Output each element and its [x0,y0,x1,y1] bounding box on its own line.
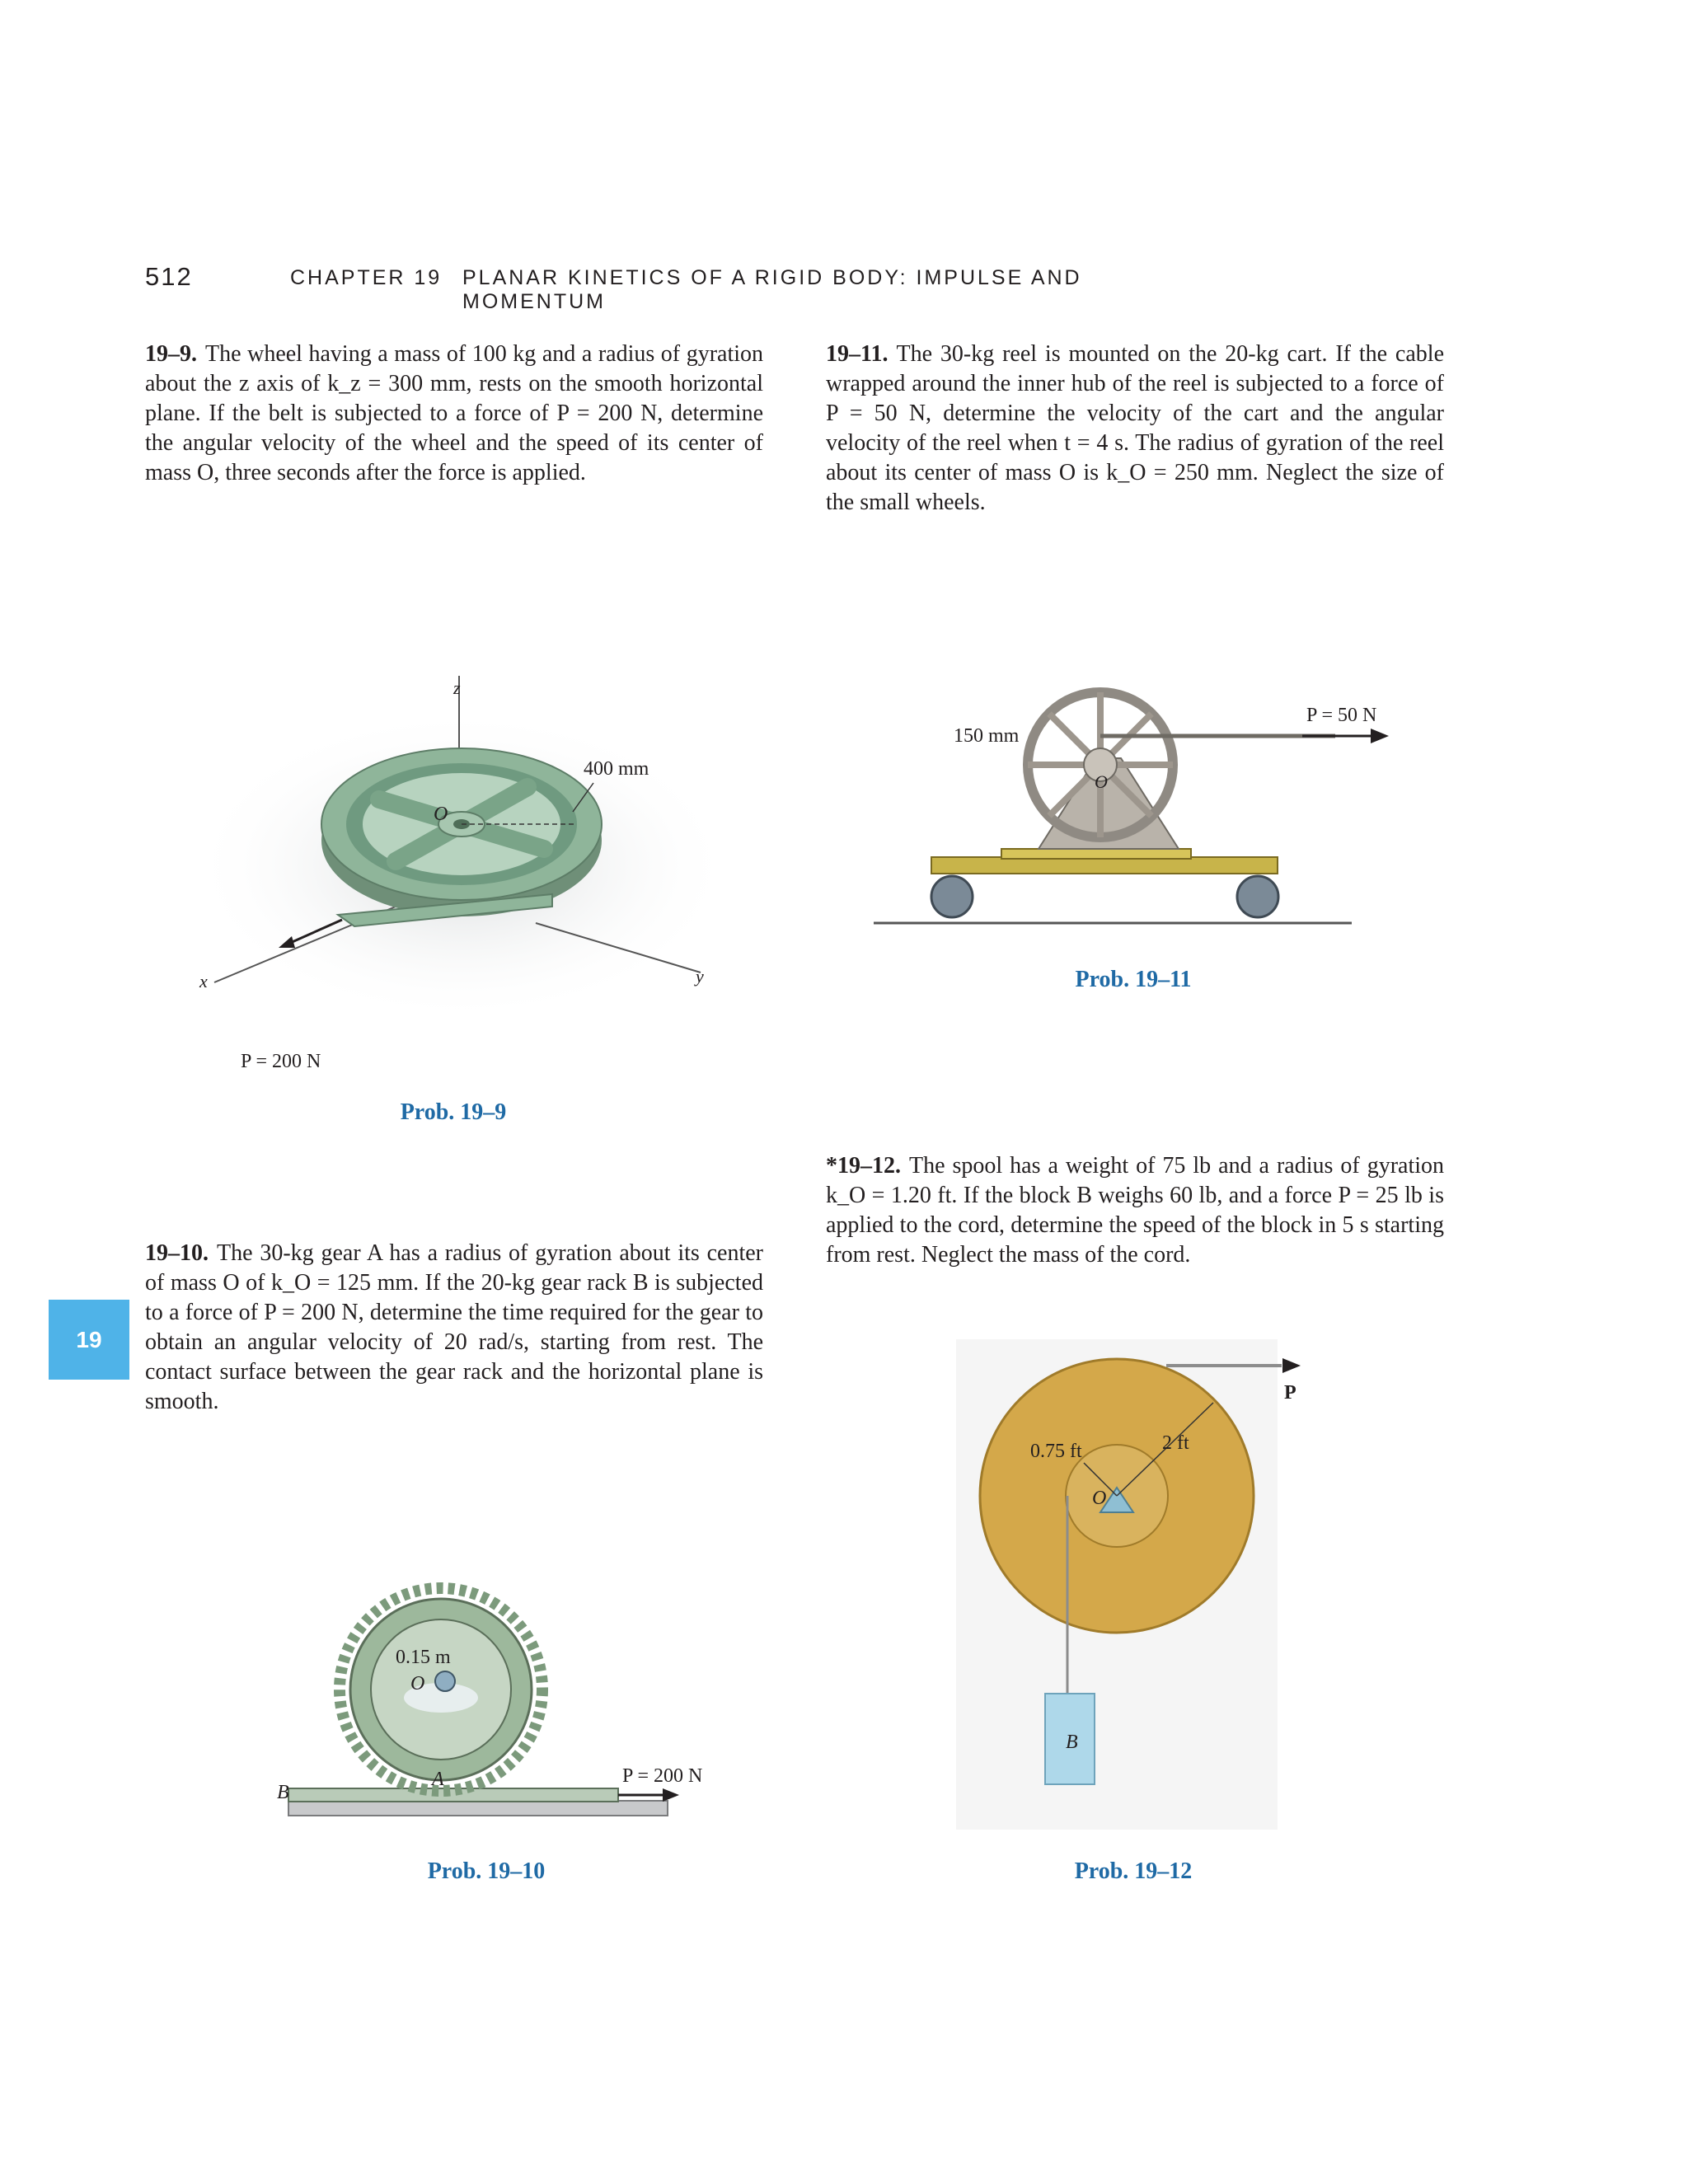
dimension-label: 0.15 m [396,1647,451,1668]
force-arrow-head [663,1788,679,1802]
cart-wheel-left [931,876,973,917]
chapter-title: PLANAR KINETICS OF A RIGID BODY: IMPULSE AND MOMENTUM [462,266,1082,313]
dim-outer-label: 2 ft [1162,1432,1189,1454]
caption-19-10: Prob. 19–10 [427,1858,546,1884]
caption-19-12: Prob. 19–12 [1074,1858,1193,1884]
page-number: 512 [145,262,193,291]
dimension-label: 150 mm [954,725,1020,747]
figure-19-11 [874,676,1418,948]
figure-19-9 [190,676,767,1104]
problem-number: 19–10. [145,1240,209,1266]
label-y: y [696,966,704,987]
figure-19-10 [247,1566,791,1830]
gear-rack [288,1788,618,1802]
caption-19-11: Prob. 19–11 [1075,967,1192,992]
label-z: z [453,677,461,698]
force-arrow-head [1282,1358,1301,1373]
force-arrow-head [1371,729,1389,743]
problem-19-9 [145,340,763,488]
force-label: P [1284,1382,1296,1404]
problem-number: 19–11. [826,341,889,367]
running-head [145,262,1217,313]
label-B: B [277,1782,289,1803]
problem-number: *19–12. [826,1153,901,1179]
axle [435,1671,455,1691]
problem-text: The 30-kg reel is mounted on the 20-kg cart. If the cable wrapped around the inner hub of the reel is subjected to a force of P = 50 N, determine the velocity of the cart and the angular velocity of the reel when t = 4 s. The radius of gyration of the reel about its center of mass O is k_O = 250 mm. Neglect the size of the small wheels. [826,341,1444,515]
label-O: O [434,804,448,825]
force-label: P = 50 N [1306,705,1377,726]
force-label: P = 200 N [241,1051,321,1072]
dimension-label: 400 mm [584,758,649,780]
problem-number: 19–9. [145,341,197,367]
chapter-tab: 19 [49,1300,129,1380]
chapter-label: CHAPTER 19 [290,266,443,289]
ground-plate [288,1801,668,1816]
dim-inner-label: 0.75 ft [1030,1441,1082,1462]
problem-text: The 30-kg gear A has a radius of gyration about its center of mass O of k_O = 125 mm. If the 20-kg gear rack B is subjected to a force of P = 200 N, determine the time required for the gear to obtain an angular velocity of 20 rad/s, starting from rest. The contact surface between the gear rack and the horizontal plane is smooth. [145,1240,763,1414]
label-O: O [410,1673,425,1694]
problem-19-11 [826,340,1444,518]
label-A: A [432,1769,444,1790]
caption-19-9: Prob. 19–9 [400,1099,507,1125]
force-label: P = 200 N [622,1765,703,1787]
label-x: x [199,971,208,991]
problem-text: The spool has a weight of 75 lb and a radius of gyration k_O = 1.20 ft. If the block B weighs 60 lb, and a force P = 25 lb is applied to the cord, determine the speed of the block in 5 s starting from rest. Neglect the mass of the cord. [826,1153,1444,1268]
cart-wheel-right [1237,876,1278,917]
label-O: O [1092,1488,1107,1509]
label-B: B [1066,1732,1078,1753]
label-O: O [1095,771,1108,792]
problem-19-10 [145,1239,763,1417]
problem-19-12 [826,1151,1444,1270]
problem-text: The wheel having a mass of 100 kg and a radius of gyration about the z axis of k_z = 300 mm, rests on the smooth horizontal plane. If the belt is subjected to a force of P = 200 N, determine the angular velocity of the wheel and the speed of its center of mass O, three seconds after the force is applied. [145,341,763,485]
cart-top [1001,849,1191,859]
figure-19-12 [956,1339,1319,1834]
